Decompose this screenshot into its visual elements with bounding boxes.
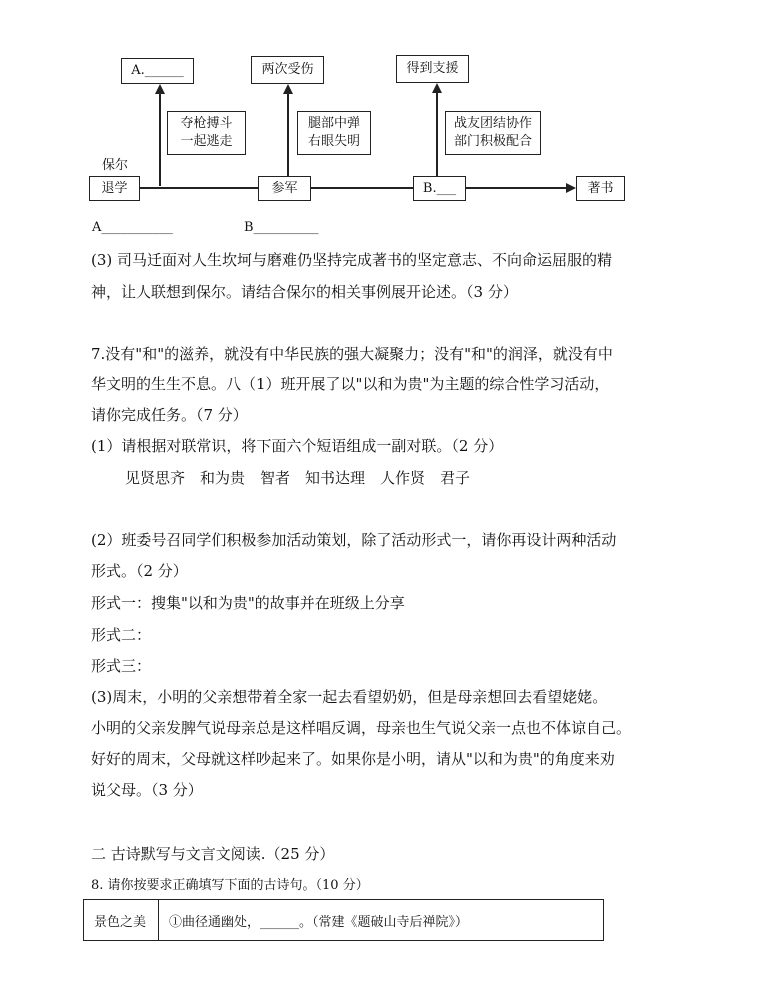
arrow-head-support [432,83,442,93]
box-support: 得到支援 [396,55,469,83]
box-injury: 两次受伤 [251,56,324,84]
note-2: 腿部中弹 右眼失明 [297,111,371,155]
box-b: B.___ [413,176,466,201]
arrow-head-injury [283,84,293,94]
box-army: 参军 [258,176,311,201]
q7-sub2-line2: 形式。（2 分） [91,562,188,580]
q7-sub3-line3: 好好的周末，父母就这样吵起来了。如果你是小明，请从"以和为贵"的角度来劝 [91,750,615,768]
arrow-line-injury [287,93,289,176]
connector-2 [311,187,413,189]
label-paul: 保尔 [102,158,129,173]
q7-form2: 形式二： [91,626,152,644]
q7-sub2-line1: (2）班委号召同学们积极参加活动策划，除了活动形式一，请你再设计两种活动 [91,531,617,549]
q7-form3: 形式三： [91,657,152,675]
answer-b-blank: B__________ [244,220,319,235]
box-dropout: 退学 [89,176,140,201]
table-row [84,900,604,941]
section2-heading: 二 古诗默写与文言文阅读.（25 分） [91,845,335,863]
connector-1 [140,187,258,189]
answer-a-blank: A___________ [92,220,173,235]
table-cell-poem: ①曲径通幽处，______。（常建《题破山寺后禅院》） [159,900,604,941]
note-3: 战友团结协作 部门积极配合 [445,111,541,155]
note-1: 夺枪搏斗 一起逃走 [167,111,246,155]
table-cell-category: 景色之美 [84,900,159,941]
q6-3-line1: (3) 司马迁面对人生坎坷与磨难仍坚持完成著书的坚定意志、不向命运屈服的精 [91,251,613,269]
q7-sub3-line2: 小明的父亲发脾气说母亲总是这样唱反调，母亲也生气说父亲一点也不体谅自己。 [91,719,632,737]
q7-sub1: (1）请根据对联常识，将下面六个短语组成一副对联。（2 分） [91,437,504,455]
arrow-head-book [566,183,576,193]
box-book: 著书 [576,176,625,201]
q8-prompt: 8. 请你按要求正确填写下面的古诗句。（10 分） [91,878,369,893]
arrow-line-a [159,93,161,186]
q7-sub3-line4: 说父母。（3 分） [91,781,203,799]
q7-form1: 形式一：搜集"以和为贵"的故事并在班级上分享 [91,594,405,612]
q7-line1: 7.没有"和"的滋养，就没有中华民族的强大凝聚力；没有"和"的润泽，就没有中 [91,345,613,363]
arrow-line-support [436,92,438,176]
arrow-head-a [155,84,165,94]
poem-table [83,899,604,941]
q7-line2: 华文明的生生不息。八（1）班开展了以"以和为贵"为主题的综合性学习活动， [91,375,610,393]
q6-3-line2: 神，让人联想到保尔。请结合保尔的相关事例展开论述。（3 分） [91,283,518,301]
q7-phrases: 见贤思齐 和为贵 智者 知书达理 人作贤 君子 [125,469,471,487]
q7-line3: 请你完成任务。（7 分） [91,406,248,424]
box-a: A.______ [121,58,194,84]
connector-3 [466,187,567,189]
q7-sub3-line1: (3)周末，小明的父亲想带着全家一起去看望奶奶，但是母亲想回去看望姥姥。 [91,688,608,706]
